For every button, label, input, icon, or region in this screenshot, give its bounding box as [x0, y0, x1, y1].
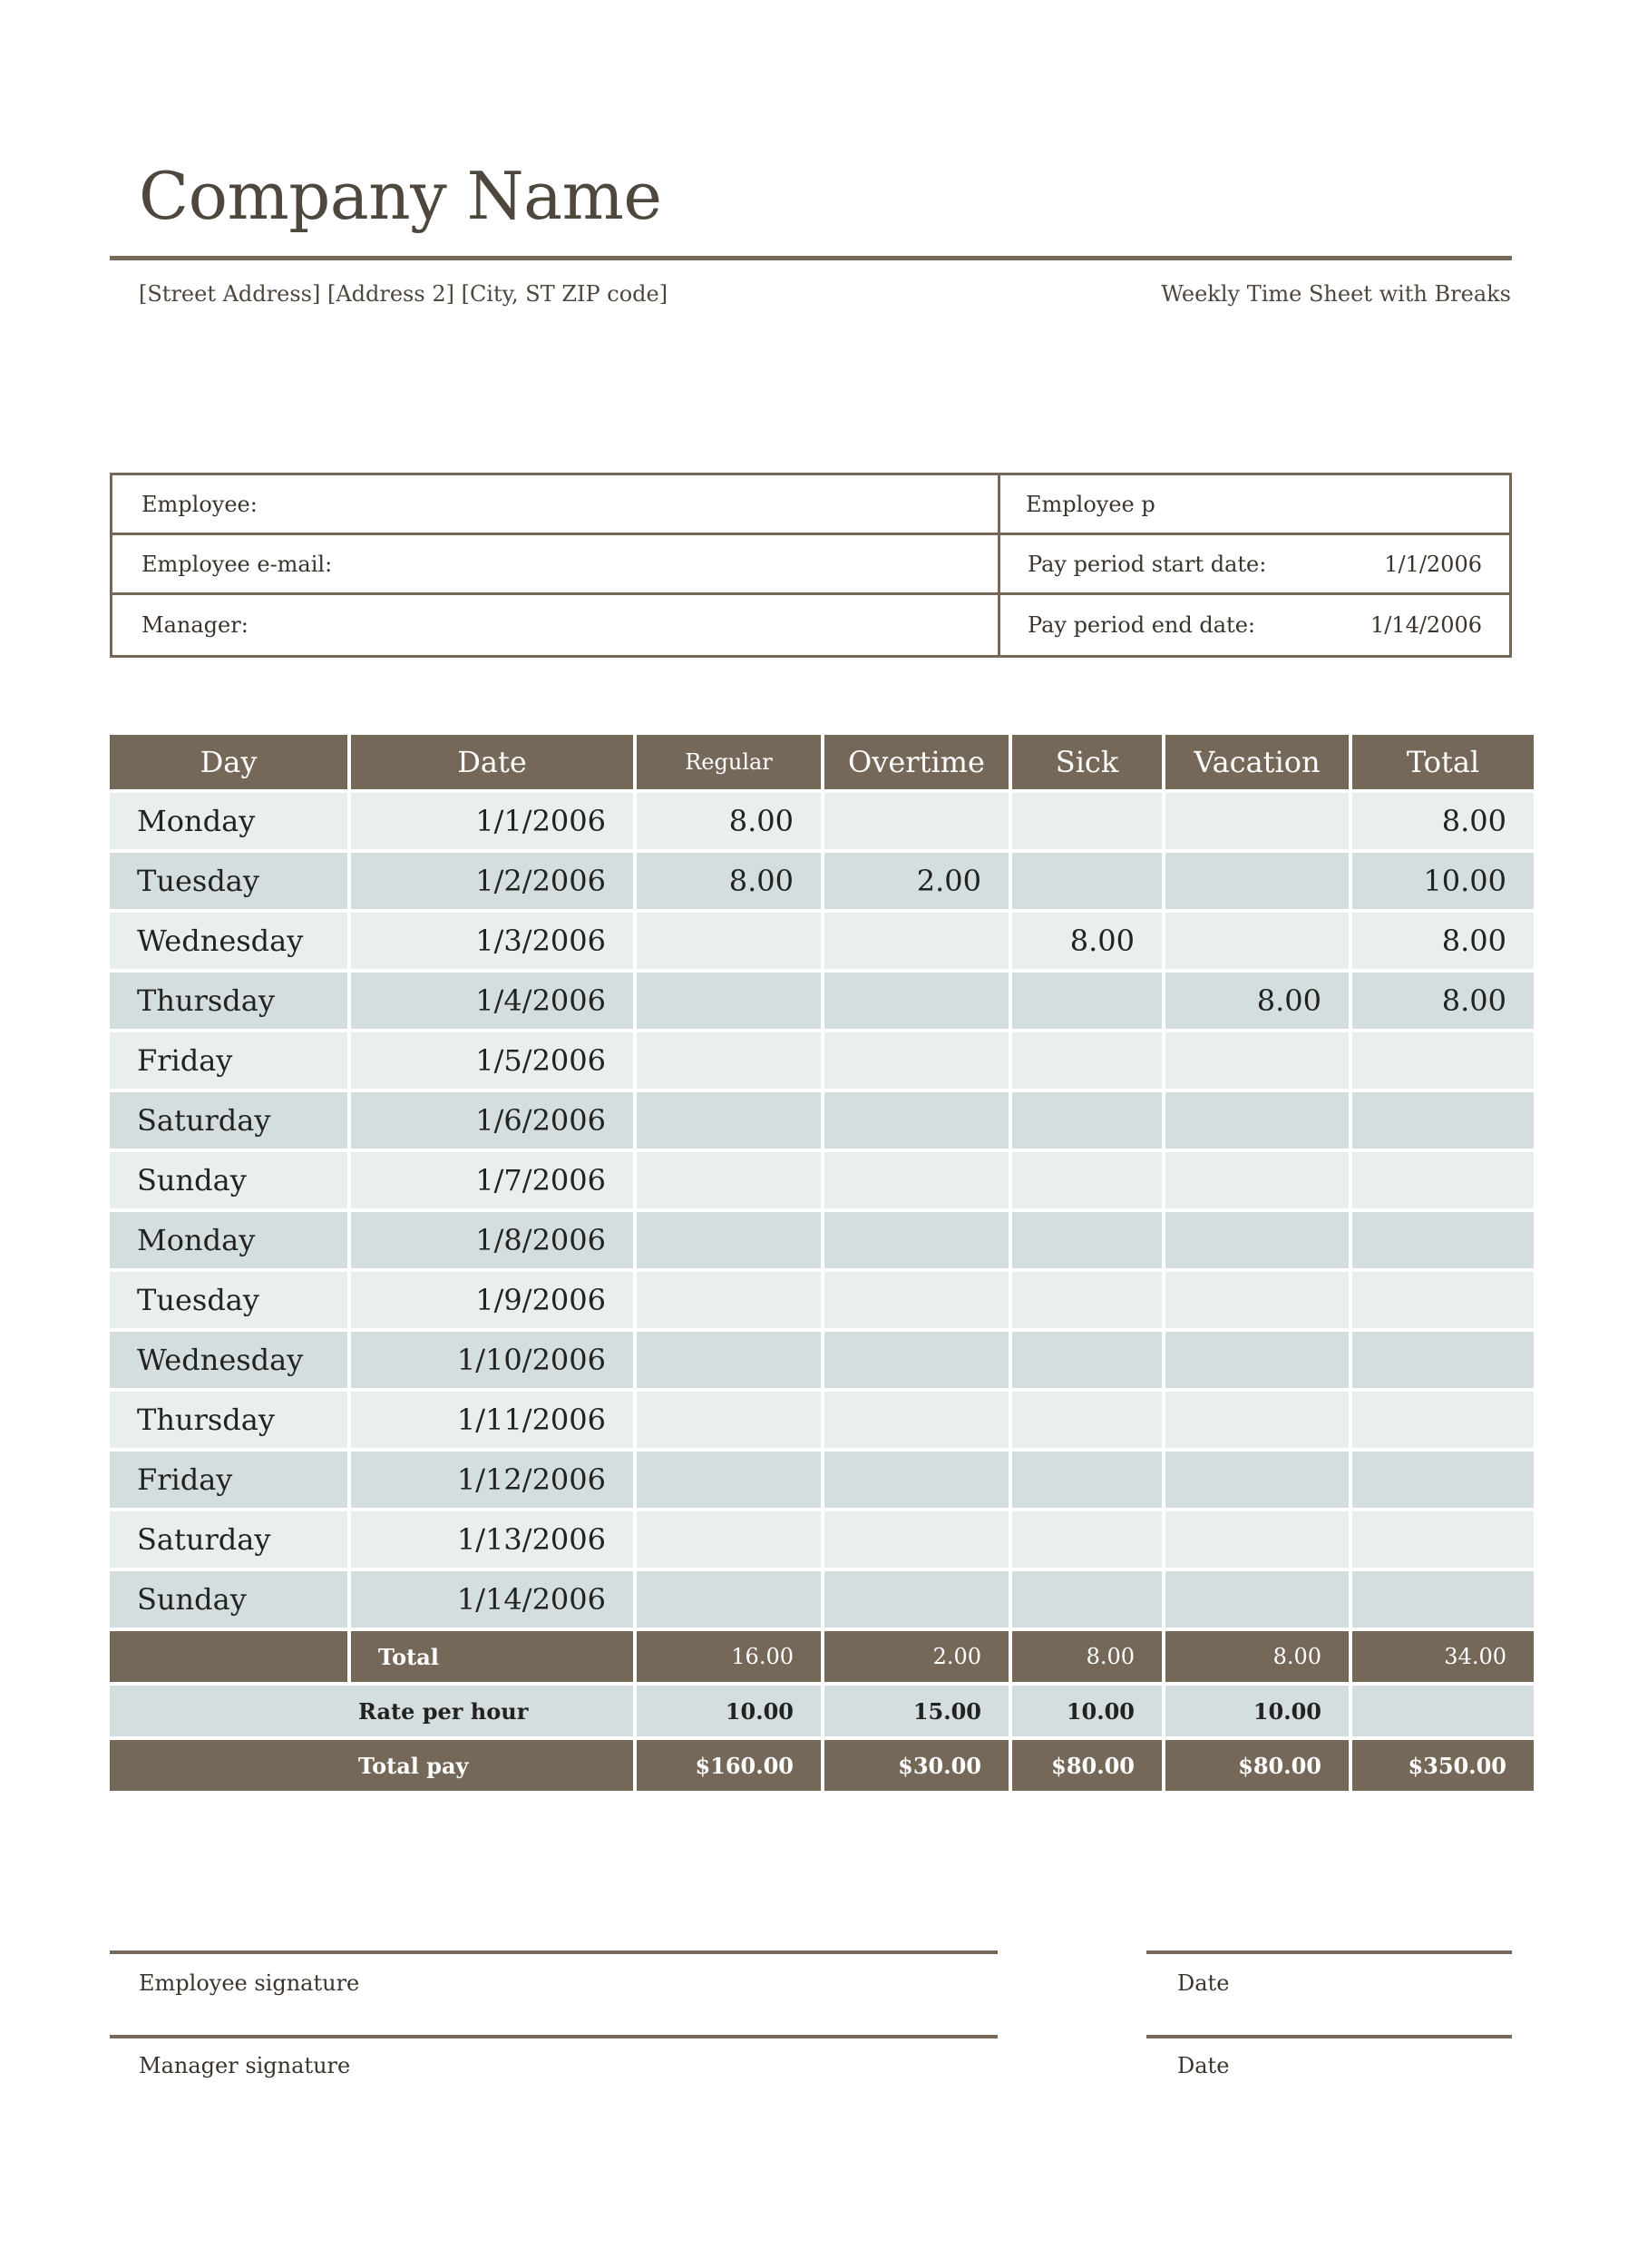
table-row — [110, 1332, 1534, 1388]
cell-vacation[interactable] — [1165, 1392, 1349, 1448]
start-date-label: Pay period start date: — [1028, 551, 1267, 577]
cell-day: Wednesday — [110, 1332, 347, 1388]
cell-overtime[interactable]: 2.00 — [824, 853, 1009, 909]
table-row — [110, 1511, 1534, 1568]
email-label: Employee e-mail: — [141, 551, 333, 577]
employee-field[interactable] — [112, 475, 1000, 533]
cell-date: 1/2/2006 — [351, 853, 633, 909]
total-overtime: 2.00 — [824, 1631, 1009, 1682]
cell-sick[interactable] — [1012, 1571, 1162, 1628]
cell-regular[interactable] — [637, 1212, 821, 1268]
table-row — [110, 793, 1534, 849]
rate-regular[interactable]: 10.00 — [637, 1686, 821, 1736]
cell-vacation[interactable] — [1165, 1092, 1349, 1149]
cell-vacation[interactable] — [1165, 1272, 1349, 1328]
cell-total — [1352, 1392, 1534, 1448]
total-total: 34.00 — [1352, 1631, 1534, 1682]
cell-day: Thursday — [110, 973, 347, 1029]
cell-regular[interactable] — [637, 1511, 821, 1568]
cell-overtime[interactable] — [824, 1511, 1009, 1568]
cell-day: Friday — [110, 1452, 347, 1508]
cell-total — [1352, 1452, 1534, 1508]
cell-total: 10.00 — [1352, 853, 1534, 909]
manager-field[interactable] — [112, 595, 1000, 655]
cell-vacation[interactable] — [1165, 1332, 1349, 1388]
employee-date-label: Date — [1177, 1970, 1230, 1996]
pay-total: $350.00 — [1352, 1740, 1534, 1791]
cell-date: 1/3/2006 — [351, 913, 633, 969]
col-header-regular: Regular — [637, 735, 821, 789]
rate-vacation[interactable]: 10.00 — [1165, 1686, 1349, 1736]
cell-overtime[interactable] — [824, 1152, 1009, 1208]
cell-date: 1/7/2006 — [351, 1152, 633, 1208]
cell-overtime[interactable] — [824, 1452, 1009, 1508]
cell-sick[interactable] — [1012, 1272, 1162, 1328]
header-divider — [110, 256, 1512, 260]
employee-label: Employee: — [141, 491, 258, 517]
cell-regular[interactable] — [637, 1392, 821, 1448]
employee-date-line[interactable] — [1146, 1950, 1512, 1954]
manager-signature-line[interactable] — [110, 2035, 998, 2038]
cell-sick[interactable]: 8.00 — [1012, 913, 1162, 969]
info-row-email — [112, 535, 1509, 595]
cell-total — [1352, 1332, 1534, 1388]
col-header-overtime: Overtime — [824, 735, 1009, 789]
timesheet-table — [106, 731, 1537, 1794]
pay-vacation: $80.00 — [1165, 1740, 1349, 1791]
rate-total — [1352, 1686, 1534, 1736]
cell-regular[interactable] — [637, 1152, 821, 1208]
cell-sick[interactable] — [1012, 1092, 1162, 1149]
cell-sick[interactable] — [1012, 1332, 1162, 1388]
pay-row-label-cell — [110, 1740, 633, 1791]
end-date-label: Pay period end date: — [1028, 612, 1255, 638]
cell-total — [1352, 1511, 1534, 1568]
end-date-value: 1/14/2006 — [1370, 612, 1482, 638]
employee-signature-label: Employee signature — [139, 1970, 360, 1996]
cell-sick[interactable] — [1012, 793, 1162, 849]
cell-date: 1/1/2006 — [351, 793, 633, 849]
cell-date: 1/4/2006 — [351, 973, 633, 1029]
cell-total — [1352, 1272, 1534, 1328]
cell-date: 1/14/2006 — [351, 1571, 633, 1628]
cell-day: Friday — [110, 1032, 347, 1089]
cell-vacation[interactable] — [1165, 1032, 1349, 1089]
rate-sick[interactable]: 10.00 — [1012, 1686, 1162, 1736]
table-row — [110, 1452, 1534, 1508]
cell-date: 1/12/2006 — [351, 1452, 633, 1508]
cell-sick[interactable] — [1012, 973, 1162, 1029]
employee-phone-label: Employee p — [1026, 491, 1155, 517]
cell-regular[interactable] — [637, 1032, 821, 1089]
cell-vacation[interactable] — [1165, 1571, 1349, 1628]
info-row-manager — [112, 595, 1509, 655]
cell-total: 8.00 — [1352, 973, 1534, 1029]
cell-day: Tuesday — [110, 853, 347, 909]
pay-row-label: Total pay — [358, 1752, 469, 1779]
rate-row-label-cell — [110, 1686, 633, 1736]
cell-overtime[interactable] — [824, 1332, 1009, 1388]
cell-total — [1352, 1152, 1534, 1208]
cell-vacation[interactable] — [1165, 1212, 1349, 1268]
table-row — [110, 1392, 1534, 1448]
cell-sick[interactable] — [1012, 1152, 1162, 1208]
cell-total — [1352, 1571, 1534, 1628]
manager-label: Manager: — [141, 612, 249, 638]
cell-overtime[interactable] — [824, 1032, 1009, 1089]
manager-date-line[interactable] — [1146, 2035, 1512, 2038]
cell-total — [1352, 1032, 1534, 1089]
cell-sick[interactable] — [1012, 1032, 1162, 1089]
cell-day: Wednesday — [110, 913, 347, 969]
start-date-field[interactable] — [1000, 535, 1509, 592]
cell-regular[interactable] — [637, 1571, 821, 1628]
manager-signature-label: Manager signature — [139, 2053, 351, 2078]
cell-day: Thursday — [110, 1392, 347, 1448]
table-row — [110, 913, 1534, 969]
cell-day: Monday — [110, 793, 347, 849]
total-regular: 16.00 — [637, 1631, 821, 1682]
cell-vacation[interactable] — [1165, 913, 1349, 969]
table-row — [110, 1272, 1534, 1328]
info-row-employee — [112, 475, 1509, 535]
total-pay-row — [110, 1740, 1534, 1791]
cell-day: Sunday — [110, 1152, 347, 1208]
cell-overtime[interactable] — [824, 793, 1009, 849]
employee-signature-line[interactable] — [110, 1950, 998, 1954]
cell-day: Saturday — [110, 1511, 347, 1568]
cell-date: 1/9/2006 — [351, 1272, 633, 1328]
cell-sick[interactable] — [1012, 853, 1162, 909]
rate-row-label: Rate per hour — [358, 1697, 529, 1725]
cell-date: 1/13/2006 — [351, 1511, 633, 1568]
cell-sick[interactable] — [1012, 1212, 1162, 1268]
employee-phone-field[interactable] — [1000, 475, 1509, 533]
cell-vacation[interactable] — [1165, 793, 1349, 849]
manager-date-label: Date — [1177, 2053, 1230, 2078]
cell-total — [1352, 1092, 1534, 1149]
cell-overtime[interactable] — [824, 1092, 1009, 1149]
cell-sick[interactable] — [1012, 1392, 1162, 1448]
cell-sick[interactable] — [1012, 1511, 1162, 1568]
table-row — [110, 1152, 1534, 1208]
total-vacation: 8.00 — [1165, 1631, 1349, 1682]
start-date-value: 1/1/2006 — [1384, 551, 1482, 577]
cell-day: Monday — [110, 1212, 347, 1268]
pay-sick: $80.00 — [1012, 1740, 1162, 1791]
cell-regular[interactable]: 8.00 — [637, 853, 821, 909]
cell-overtime[interactable] — [824, 913, 1009, 969]
cell-regular[interactable]: 8.00 — [637, 793, 821, 849]
pay-regular: $160.00 — [637, 1740, 821, 1791]
cell-vacation[interactable] — [1165, 1152, 1349, 1208]
table-row — [110, 853, 1534, 909]
cell-vacation[interactable] — [1165, 1511, 1349, 1568]
cell-vacation[interactable]: 8.00 — [1165, 973, 1349, 1029]
cell-total — [1352, 1212, 1534, 1268]
cell-total: 8.00 — [1352, 913, 1534, 969]
company-address: [Street Address] [Address 2] [City, ST ZIP code] — [139, 281, 668, 307]
table-row — [110, 1032, 1534, 1089]
cell-overtime[interactable] — [824, 973, 1009, 1029]
cell-regular[interactable] — [637, 1272, 821, 1328]
col-header-sick: Sick — [1012, 735, 1162, 789]
cell-date: 1/8/2006 — [351, 1212, 633, 1268]
col-header-day: Day — [110, 735, 347, 789]
cell-sick[interactable] — [1012, 1452, 1162, 1508]
sheet-title: Weekly Time Sheet with Breaks — [1161, 281, 1511, 307]
rate-row — [110, 1686, 1534, 1736]
total-row-label: Total — [351, 1631, 633, 1682]
cell-regular[interactable] — [637, 913, 821, 969]
table-row — [110, 1092, 1534, 1149]
total-sick: 8.00 — [1012, 1631, 1162, 1682]
cell-date: 1/10/2006 — [351, 1332, 633, 1388]
email-field[interactable] — [112, 535, 1000, 592]
cell-regular[interactable] — [637, 1332, 821, 1388]
table-row — [110, 973, 1534, 1029]
cell-date: 1/6/2006 — [351, 1092, 633, 1149]
cell-regular[interactable] — [637, 1092, 821, 1149]
col-header-vacation: Vacation — [1165, 735, 1349, 789]
col-header-date: Date — [351, 735, 633, 789]
end-date-field[interactable] — [1000, 595, 1509, 655]
cell-overtime[interactable] — [824, 1571, 1009, 1628]
cell-day: Saturday — [110, 1092, 347, 1149]
cell-vacation[interactable] — [1165, 1452, 1349, 1508]
table-row — [110, 1571, 1534, 1628]
table-row — [110, 1212, 1534, 1268]
pay-overtime: $30.00 — [824, 1740, 1009, 1791]
cell-date: 1/11/2006 — [351, 1392, 633, 1448]
cell-regular[interactable] — [637, 1452, 821, 1508]
cell-day: Tuesday — [110, 1272, 347, 1328]
cell-overtime[interactable] — [824, 1272, 1009, 1328]
rate-overtime[interactable]: 15.00 — [824, 1686, 1009, 1736]
employee-info-box — [110, 473, 1512, 658]
table-header-row — [110, 735, 1534, 789]
cell-day: Sunday — [110, 1571, 347, 1628]
total-hours-row — [110, 1631, 1534, 1682]
company-name: Company Name — [139, 158, 662, 234]
cell-total: 8.00 — [1352, 793, 1534, 849]
cell-regular[interactable] — [637, 973, 821, 1029]
col-header-total: Total — [1352, 735, 1534, 789]
cell-vacation[interactable] — [1165, 853, 1349, 909]
cell-date: 1/5/2006 — [351, 1032, 633, 1089]
cell-overtime[interactable] — [824, 1212, 1009, 1268]
cell-overtime[interactable] — [824, 1392, 1009, 1448]
total-row-blank — [110, 1631, 347, 1682]
